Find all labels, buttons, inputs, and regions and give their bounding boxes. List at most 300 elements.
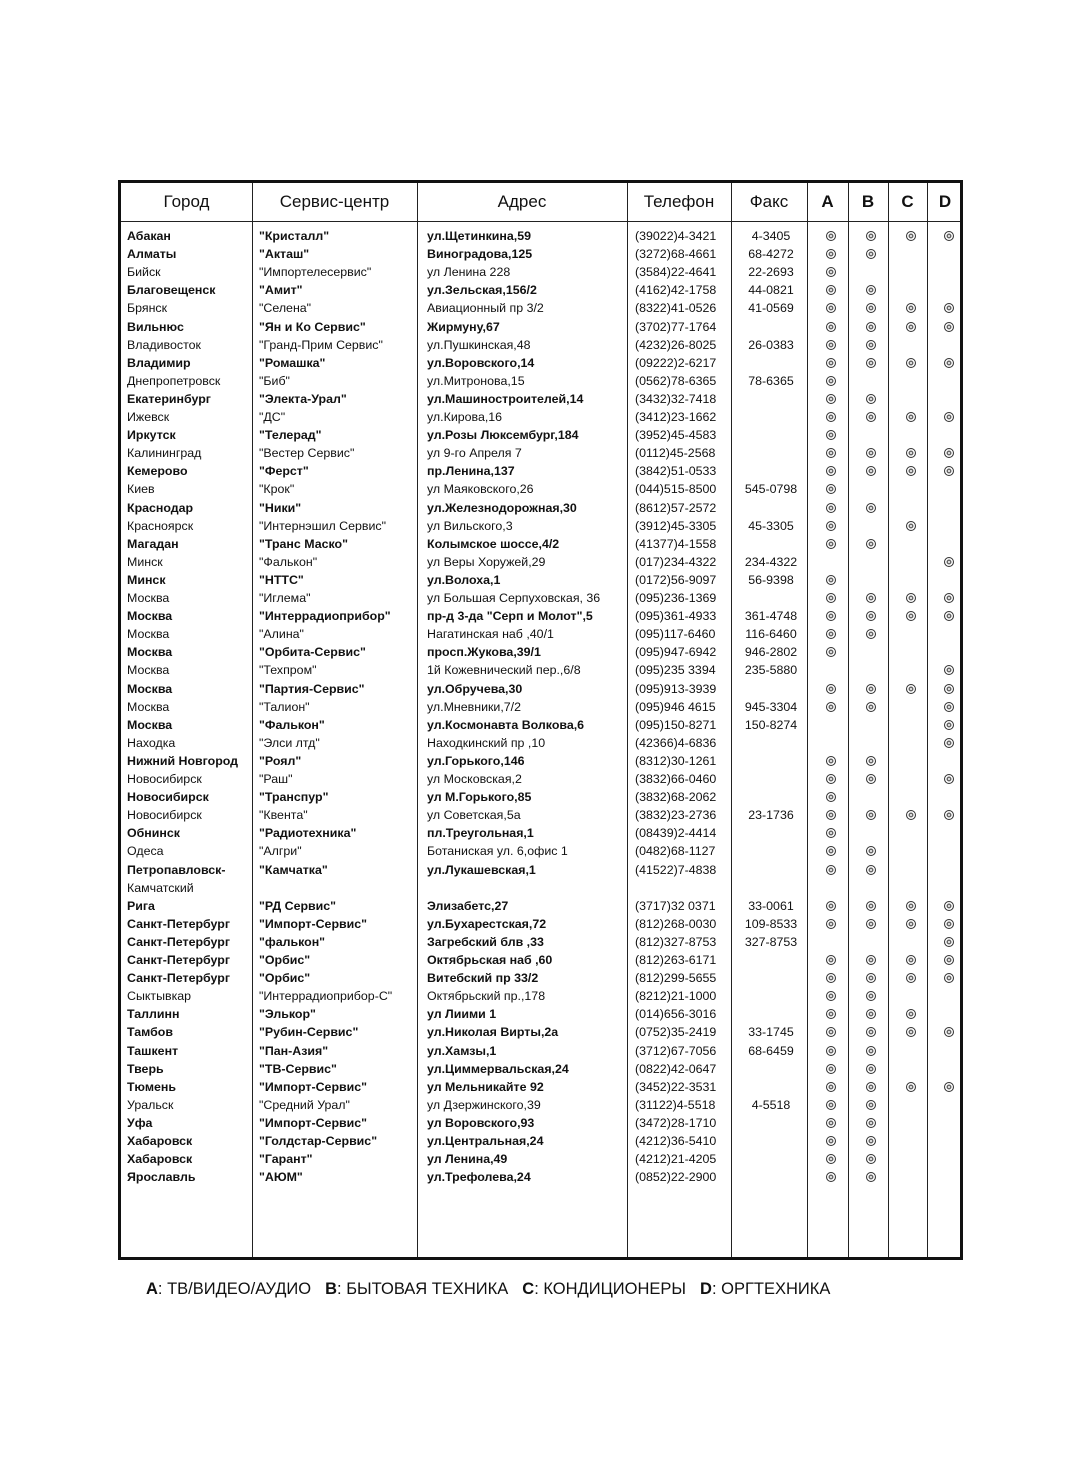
- cell-city: Днепропетровск: [127, 373, 221, 388]
- cell-service: "НТТС": [259, 572, 304, 587]
- table-row: [121, 372, 966, 390]
- cell-address: ул.Лукашевская,1: [427, 862, 536, 877]
- cell-fax: 235-5880: [744, 663, 798, 678]
- category-d-mark: [944, 1027, 954, 1037]
- cell-fax: 41-0569: [748, 301, 794, 316]
- cell-city: Новосибирск: [127, 772, 202, 786]
- category-c-mark: [906, 412, 916, 422]
- cell-phone: (095)236-1369: [635, 591, 717, 605]
- category-a-mark: [826, 575, 836, 585]
- table-row: [121, 517, 966, 535]
- cell-fax: 33-0061: [748, 898, 794, 913]
- cell-service: "Иглема": [259, 591, 311, 605]
- category-b-mark: [866, 358, 876, 368]
- table-row: [121, 426, 966, 444]
- cell-phone: (3432)32-7418: [635, 391, 717, 406]
- table-row: [121, 643, 966, 661]
- category-a-mark: [826, 1118, 836, 1128]
- category-b-mark: [866, 412, 876, 422]
- header-c: C: [901, 192, 914, 211]
- cell-city: Благовещенск: [127, 283, 216, 298]
- cell-address: ул Ленина,49: [427, 1152, 508, 1167]
- table-row: [121, 499, 966, 517]
- category-d-mark: [944, 358, 954, 368]
- category-a-mark: [826, 1046, 836, 1056]
- category-d-mark: [944, 702, 954, 712]
- cell-city: Москва: [127, 591, 170, 605]
- category-b-mark: [866, 702, 876, 712]
- category-d-mark: [944, 955, 954, 965]
- table-row: [121, 1042, 966, 1060]
- legend: [146, 1280, 844, 1299]
- category-b-mark: [866, 539, 876, 549]
- cell-fax: 4-3405: [751, 229, 791, 243]
- category-a-mark: [826, 267, 836, 277]
- category-d-mark: [944, 973, 954, 983]
- cell-phone: (4212)21-4205: [635, 1152, 717, 1167]
- cell-city: Владимир: [127, 355, 191, 370]
- table-row: [121, 987, 966, 1005]
- table-row: [121, 806, 966, 824]
- category-a-mark: [826, 611, 836, 621]
- cell-fax: 23-1736: [748, 808, 794, 823]
- legend-key: C: [522, 1280, 535, 1298]
- cell-fax: 946-2802: [744, 645, 798, 660]
- table-row: [121, 788, 966, 806]
- category-d-mark: [944, 231, 954, 241]
- category-d-mark: [944, 303, 954, 313]
- cell-city: Киев: [127, 482, 155, 497]
- cell-phone: (3472)28-1710: [635, 1115, 717, 1130]
- cell-address: Загребский блв ,33: [427, 934, 544, 949]
- category-a-mark: [826, 684, 836, 694]
- cell-phone: (39022)4-3421: [635, 229, 717, 243]
- cell-address: ул.Машиностроителей,14: [427, 391, 584, 406]
- cell-phone: (09222)2-6217: [635, 355, 717, 370]
- cell-fax: 4-5518: [751, 1097, 791, 1112]
- cell-service: "Вестер Сервис": [259, 446, 355, 461]
- cell-service: "Алина": [259, 627, 304, 642]
- cell-phone: (812)268-0030: [635, 916, 717, 931]
- category-a-mark: [826, 430, 836, 440]
- table-row: [121, 770, 966, 788]
- cell-service: "Крок": [259, 482, 295, 497]
- table-row: [121, 1078, 966, 1096]
- table-row: [121, 1060, 966, 1078]
- cell-service: "Квента": [259, 808, 308, 823]
- cell-phone: (044)515-8500: [635, 482, 717, 497]
- cell-service: "Импорт-Сервис": [259, 1079, 368, 1094]
- table-row: [121, 245, 966, 263]
- category-c-mark: [906, 973, 916, 983]
- category-a-mark: [826, 955, 836, 965]
- legend-key: A: [146, 1280, 158, 1298]
- table-row: [121, 861, 966, 879]
- category-c-mark: [906, 1009, 916, 1019]
- table-row: [121, 933, 966, 951]
- header-phone: Телефон: [643, 192, 715, 211]
- cell-address: ул.Мневники,7/2: [427, 699, 522, 714]
- cell-address: пр.Ленина,137: [427, 464, 515, 479]
- header-fax: Факс: [749, 192, 789, 211]
- cell-service: "Интернэшил Сервис": [259, 518, 386, 533]
- cell-address: ул.Щетинкина,59: [427, 229, 531, 243]
- cell-service: "Ферст": [259, 464, 309, 479]
- cell-service: "Электа-Урал": [259, 391, 347, 406]
- service-centers-table: [118, 180, 963, 1260]
- category-a-mark: [826, 756, 836, 766]
- legend-item: [146, 1280, 311, 1298]
- header-service: Сервис-центр: [279, 192, 390, 211]
- cell-phone: (8312)30-1261: [635, 753, 717, 768]
- category-b-mark: [866, 231, 876, 241]
- cell-phone: (0852)22-2900: [635, 1170, 717, 1185]
- category-b-mark: [866, 991, 876, 1001]
- cell-service: "АЮМ": [259, 1170, 303, 1185]
- cell-service: "Средний Урал": [259, 1097, 350, 1112]
- cell-phone: (3842)51-0533: [635, 464, 717, 479]
- cell-service: "Амит": [259, 283, 303, 298]
- category-d-mark: [944, 593, 954, 603]
- cell-service: "Пан-Азия": [259, 1043, 329, 1058]
- cell-city: Екатеринбург: [127, 391, 211, 406]
- cell-service: "Интеррадиоприбор": [259, 609, 391, 624]
- cell-city: Кемерово: [127, 464, 188, 479]
- cell-service: "Селена": [259, 301, 312, 316]
- category-a-mark: [826, 448, 836, 458]
- table-row: [121, 444, 966, 462]
- cell-address: ул.Железнодорожная,30: [427, 500, 577, 515]
- category-b-mark: [866, 448, 876, 458]
- category-d-mark: [944, 684, 954, 694]
- cell-city: Петропавловск-: [127, 862, 226, 877]
- cell-city: Вильнюс: [127, 319, 184, 334]
- cell-phone: (3412)23-1662: [635, 410, 717, 424]
- category-a-mark: [826, 865, 836, 875]
- cell-phone: (095)150-8271: [635, 717, 717, 732]
- cell-service: "Роял": [259, 753, 302, 768]
- cell-service: "Элькор": [259, 1007, 316, 1022]
- category-b-mark: [866, 955, 876, 965]
- category-c-mark: [906, 684, 916, 694]
- table-row: [121, 661, 966, 679]
- category-a-mark: [826, 774, 836, 784]
- cell-city: Санкт-Петербург: [127, 953, 230, 967]
- table-row: [121, 336, 966, 354]
- category-b-mark: [866, 340, 876, 350]
- table-row: [121, 1114, 966, 1132]
- legend-item: [700, 1280, 830, 1298]
- cell-fax: 109-8533: [744, 916, 798, 931]
- cell-service: "Элси лтд": [259, 735, 320, 750]
- category-b-mark: [866, 865, 876, 875]
- table-row: [121, 1096, 966, 1114]
- category-d-mark: [944, 466, 954, 476]
- table-row: [121, 915, 966, 933]
- cell-address: ул 9-го Апреля 7: [427, 446, 522, 461]
- category-a-mark: [826, 1009, 836, 1019]
- cell-city: Уфа: [127, 1115, 153, 1130]
- cell-address: 1й Кожевнический пер.,6/8: [427, 663, 581, 678]
- category-a-mark: [826, 340, 836, 350]
- cell-city: Москва: [127, 681, 173, 696]
- cell-address: ул Ленина 228: [427, 265, 511, 280]
- header-d: D: [938, 192, 952, 211]
- legend-label: : БЫТОВАЯ ТЕХНИКА: [337, 1280, 509, 1298]
- cell-service: "Фалькон": [259, 717, 325, 732]
- cell-city: Красноярск: [127, 518, 194, 533]
- cell-phone: (014)656-3016: [635, 1007, 717, 1022]
- cell-city: Тюмень: [127, 1079, 176, 1094]
- header-address: Адрес: [497, 192, 547, 211]
- category-b-mark: [866, 756, 876, 766]
- cell-city: Абакан: [127, 229, 171, 243]
- table-row: [121, 227, 966, 245]
- cell-address: ул.Циммервальская,24: [427, 1061, 569, 1076]
- cell-city: Владивосток: [127, 337, 201, 352]
- cell-service: "Рубин-Сервис": [259, 1025, 359, 1040]
- cell-address: Ботаниская ул. 6,офис 1: [427, 844, 568, 859]
- cell-fax: 545-0798: [744, 482, 798, 497]
- header-divider: [121, 221, 960, 222]
- cell-phone: (8322)41-0526: [635, 301, 717, 316]
- cell-address: ул.Николая Вирты,2а: [427, 1025, 559, 1040]
- cell-address: Витебский пр 33/2: [427, 971, 539, 986]
- table-row: [121, 897, 966, 915]
- category-b-mark: [866, 466, 876, 476]
- category-b-mark: [866, 611, 876, 621]
- cell-city: Бийск: [127, 265, 161, 280]
- cell-service: "Техпром": [259, 663, 317, 678]
- header-city: Город: [163, 192, 210, 211]
- cell-service: "Кристалл": [259, 229, 330, 243]
- cell-fax: 78-6365: [748, 373, 794, 388]
- header-a: A: [821, 192, 834, 211]
- cell-phone: (812)327-8753: [635, 934, 717, 949]
- cell-city: Краснодар: [127, 500, 194, 515]
- category-a-mark: [826, 810, 836, 820]
- table-row: [121, 734, 966, 752]
- legend-label: : ТВ/ВИДЕО/АУДИО: [157, 1280, 312, 1298]
- category-a-mark: [826, 647, 836, 657]
- cell-address: ул.Воровского,14: [427, 355, 535, 370]
- cell-city: Сыктывкар: [127, 989, 192, 1004]
- category-a-mark: [826, 231, 836, 241]
- cell-phone: (0112)45-2568: [635, 446, 716, 461]
- cell-phone: (0752)35-2419: [635, 1025, 717, 1040]
- cell-phone: (095)946 4615: [635, 699, 716, 714]
- cell-phone: (0822)42-0647: [635, 1061, 717, 1076]
- cell-service: "ТВ-Сервис": [259, 1061, 337, 1076]
- category-a-mark: [826, 593, 836, 603]
- category-a-mark: [826, 973, 836, 983]
- category-d-mark: [944, 937, 954, 947]
- cell-phone: (41377)4-1558: [635, 536, 717, 551]
- category-b-mark: [866, 919, 876, 929]
- cell-address: ул.Хамзы,1: [427, 1043, 497, 1058]
- table-row: [121, 969, 966, 987]
- cell-service: "Импортелесервис": [259, 265, 372, 280]
- cell-service: "Ромашка": [259, 355, 326, 370]
- cell-fax: 150-8274: [744, 717, 798, 732]
- table-row: [121, 263, 966, 281]
- cell-address: просп.Жукова,39/1: [427, 645, 541, 660]
- category-a-mark: [826, 828, 836, 838]
- table-row: [121, 625, 966, 643]
- cell-service: "Транспур": [259, 790, 329, 805]
- category-b-mark: [866, 285, 876, 295]
- cell-phone: (4232)26-8025: [635, 337, 717, 352]
- category-a-mark: [826, 358, 836, 368]
- cell-service: "Орбис": [259, 971, 311, 986]
- table-row: [121, 553, 966, 571]
- cell-address: ул Московская,2: [427, 772, 522, 786]
- table-row: [121, 480, 966, 498]
- cell-fax: 361-4748: [744, 609, 798, 624]
- cell-city: Минск: [127, 554, 163, 569]
- cell-city: Алматы: [127, 247, 177, 262]
- cell-phone: (3952)45-4583: [635, 428, 717, 443]
- category-a-mark: [826, 629, 836, 639]
- cell-address: Октябрьская наб ,60: [427, 953, 553, 967]
- category-b-mark: [866, 249, 876, 259]
- cell-phone: (4162)42-1758: [635, 283, 717, 298]
- category-d-mark: [944, 448, 954, 458]
- cell-fax: 68-4272: [748, 247, 794, 262]
- category-a-mark: [826, 1172, 836, 1182]
- cell-service: "Импорт-Сервис": [259, 916, 368, 931]
- cell-fax: 327-8753: [744, 934, 798, 949]
- cell-address: ул Вильского,3: [427, 518, 513, 533]
- cell-service: "Раш": [259, 772, 293, 786]
- cell-fax: 44-0821: [748, 283, 794, 298]
- table-row: [121, 1023, 966, 1041]
- cell-address: Авиационный пр 3/2: [427, 301, 544, 316]
- category-a-mark: [826, 394, 836, 404]
- category-c-mark: [906, 901, 916, 911]
- cell-service: "Радиотехника": [259, 826, 357, 841]
- cell-phone: (8212)21-1000: [635, 989, 717, 1004]
- cell-service: "Интеррадиоприбор-С": [259, 989, 393, 1004]
- cell-address: ул Мельникайте 92: [427, 1079, 544, 1094]
- cell-address: ул Советская,5а: [427, 808, 521, 823]
- category-b-mark: [866, 1172, 876, 1182]
- cell-city: Москва: [127, 699, 170, 714]
- category-b-mark: [866, 629, 876, 639]
- cell-phone: (0482)68-1127: [635, 844, 716, 859]
- cell-city: Ташкент: [127, 1043, 179, 1058]
- category-a-mark: [826, 1064, 836, 1074]
- cell-fax: 945-3304: [744, 699, 798, 714]
- category-d-mark: [944, 720, 954, 730]
- category-a-mark: [826, 466, 836, 476]
- cell-address: ул Воровского,93: [427, 1115, 535, 1130]
- cell-service: "Транс Маско": [259, 536, 348, 551]
- cell-service: "Фалькон": [259, 554, 318, 569]
- table-row: [121, 607, 966, 625]
- category-a-mark: [826, 1082, 836, 1092]
- cell-city: Москва: [127, 663, 170, 678]
- category-a-mark: [826, 484, 836, 494]
- category-c-mark: [906, 521, 916, 531]
- category-b-mark: [866, 1027, 876, 1037]
- cell-service: "Орбис": [259, 953, 311, 967]
- cell-address: Колымское шоссе,4/2: [427, 536, 560, 551]
- category-d-mark: [944, 665, 954, 675]
- cell-phone: (812)263-6171: [635, 953, 717, 967]
- cell-address: ул Маяковского,26: [427, 482, 534, 497]
- category-c-mark: [906, 303, 916, 313]
- category-b-mark: [866, 684, 876, 694]
- table-row: [121, 390, 966, 408]
- category-c-mark: [906, 1027, 916, 1037]
- cell-phone: (812)299-5655: [635, 971, 717, 986]
- category-d-mark: [944, 810, 954, 820]
- cell-fax: 234-4322: [744, 554, 798, 569]
- cell-phone: (3272)68-4661: [635, 247, 717, 262]
- category-b-mark: [866, 1046, 876, 1056]
- legend-key: D: [700, 1280, 712, 1298]
- table-row: [121, 571, 966, 589]
- legend-label: : ОРГТЕХНИКА: [711, 1280, 831, 1298]
- cell-address: Элизабетс,27: [427, 898, 509, 913]
- cell-phone: (41522)7-4838: [635, 862, 717, 877]
- cell-address: Жирмуну,67: [427, 319, 500, 334]
- category-a-mark: [826, 1100, 836, 1110]
- category-a-mark: [826, 412, 836, 422]
- cell-address: ул.Волоха,1: [427, 572, 501, 587]
- table-row: [121, 1150, 966, 1168]
- cell-city: Камчатский: [127, 880, 194, 895]
- category-a-mark: [826, 702, 836, 712]
- cell-service: "Телерад": [259, 428, 322, 443]
- cell-address: ул.Митронова,15: [427, 373, 525, 388]
- cell-service: "РД Сервис": [259, 898, 337, 913]
- table-row: [121, 299, 966, 317]
- category-a-mark: [826, 846, 836, 856]
- cell-address: ул.Зельская,156/2: [427, 283, 537, 298]
- category-d-mark: [944, 738, 954, 748]
- cell-phone: (0562)78-6365: [635, 373, 717, 388]
- cell-city: Ижевск: [127, 410, 170, 424]
- category-b-mark: [866, 1082, 876, 1092]
- cell-city: Находка: [127, 735, 176, 750]
- cell-city: Санкт-Петербург: [127, 971, 230, 986]
- table-row: [121, 354, 966, 372]
- category-c-mark: [906, 231, 916, 241]
- cell-address: пр-д 3-да "Серп и Молот",5: [427, 609, 593, 624]
- cell-city: Москва: [127, 609, 173, 624]
- category-b-mark: [866, 973, 876, 983]
- category-b-mark: [866, 322, 876, 332]
- legend-item: [522, 1280, 686, 1298]
- cell-service: "Орбита-Сервис": [259, 645, 366, 660]
- cell-fax: 22-2693: [748, 265, 794, 280]
- category-d-mark: [944, 919, 954, 929]
- table-row: [121, 1168, 966, 1186]
- category-b-mark: [866, 394, 876, 404]
- cell-service: "Камчатка": [259, 862, 328, 877]
- category-c-mark: [906, 1082, 916, 1092]
- cell-city: Хабаровск: [127, 1134, 193, 1148]
- category-d-mark: [944, 611, 954, 621]
- table-row: [121, 462, 966, 480]
- category-b-mark: [866, 810, 876, 820]
- cell-phone: (3912)45-3305: [635, 518, 717, 533]
- category-a-mark: [826, 1136, 836, 1146]
- category-a-mark: [826, 503, 836, 513]
- category-c-mark: [906, 955, 916, 965]
